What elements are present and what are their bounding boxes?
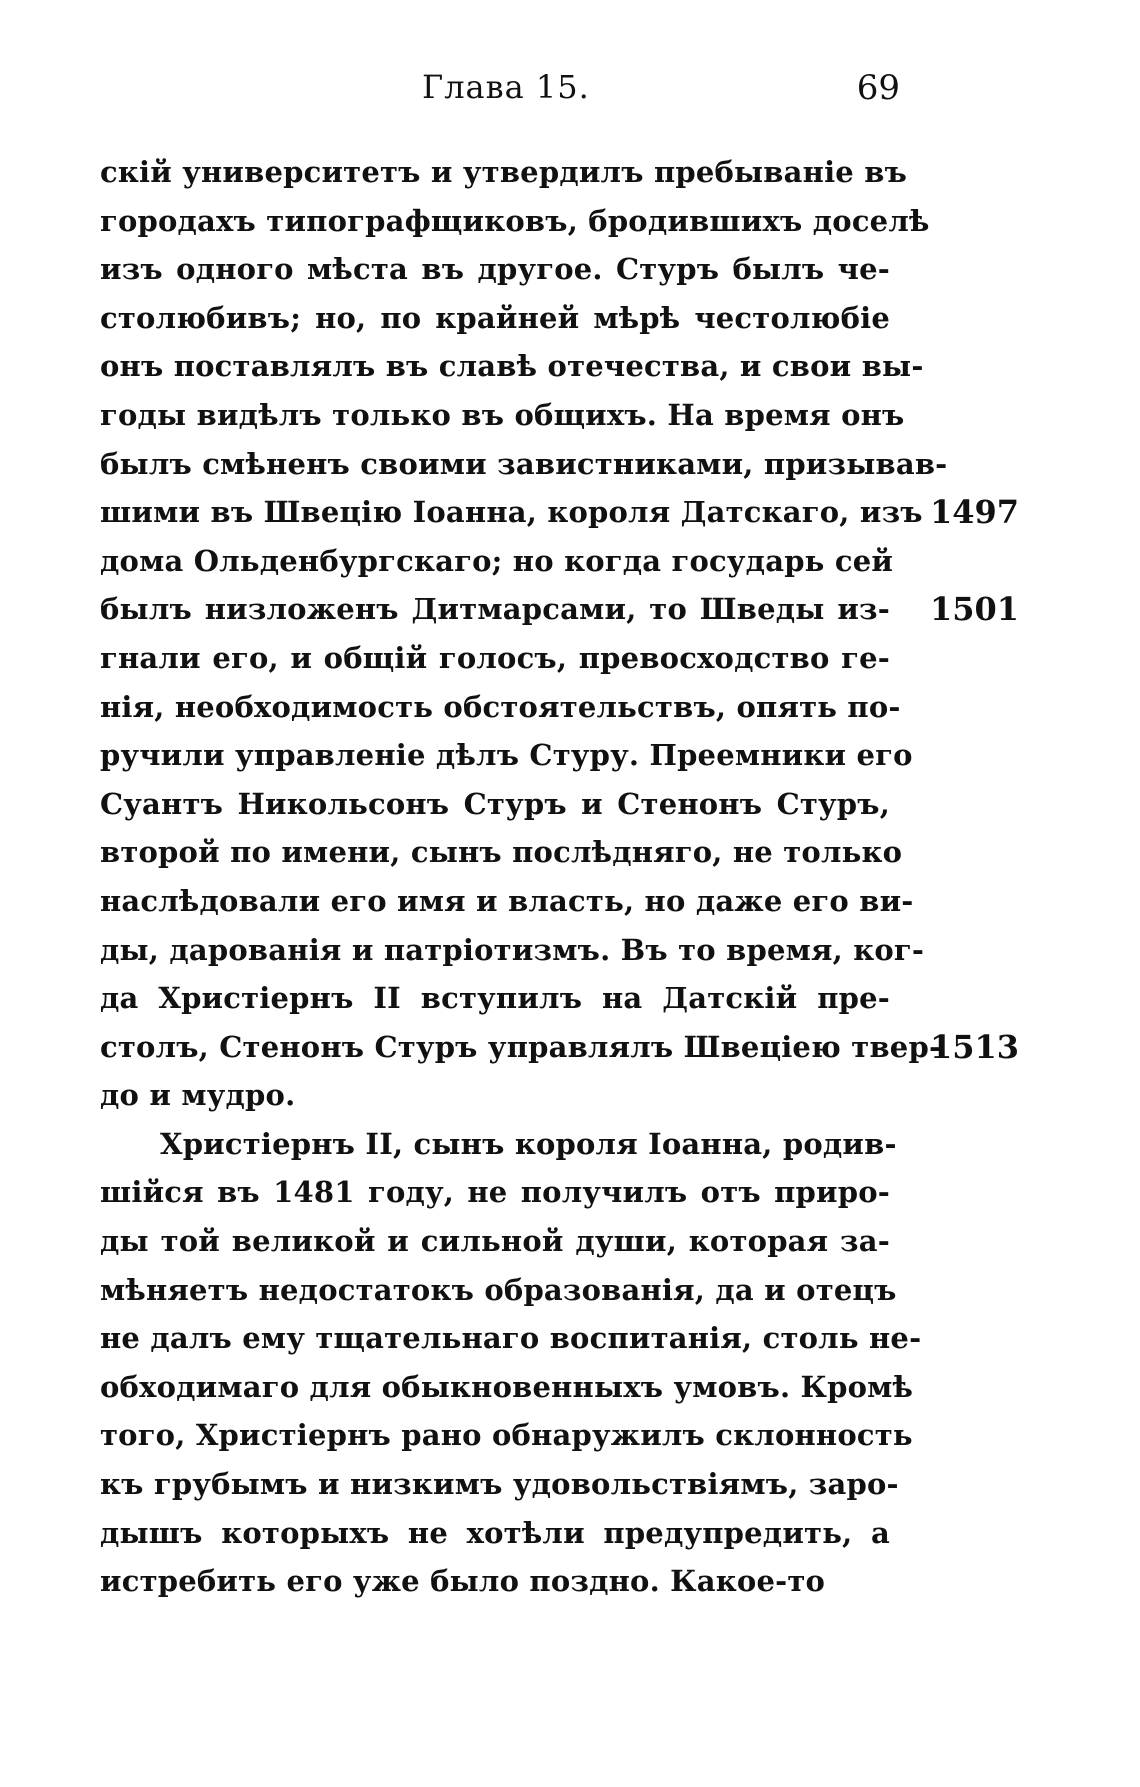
text-line: былъ низложенъ Дитмарсами, то Шведы из- xyxy=(100,592,890,627)
text-line: столюбивъ; но, по крайней мѣрѣ честолюбіе xyxy=(100,300,890,335)
text-line: къ грубымъ и низкимъ удовольствіямъ, заро- xyxy=(100,1467,899,1502)
text-line: мѣняетъ недостатокъ образованія, да и отецъ xyxy=(100,1272,897,1307)
text-line: обходимаго для обыкновенныхъ умовъ. Кромѣ xyxy=(100,1369,914,1404)
page-number: 69 xyxy=(856,68,900,108)
text-line: нія, необходимость обстоятельствъ, опять по- xyxy=(100,689,901,724)
text-line: столъ, Стенонъ Стуръ управлялъ Швеціею твер- xyxy=(100,1029,942,1064)
text-line: не далъ ему тщательнаго воспитанія, столь не- xyxy=(100,1321,922,1356)
text-line: Суантъ Никольсонъ Стуръ и Стенонъ Стуръ, xyxy=(100,786,890,821)
text-line: наслѣдовали его имя и власть, но даже его ви- xyxy=(100,883,914,918)
running-header xyxy=(100,68,900,108)
chapter-title: Глава 15. xyxy=(422,68,590,106)
text-line: да Христіернъ II вступилъ на Датскій пре- xyxy=(100,981,890,1016)
text-line: шими въ Швецію Іоанна, короля Датскаго, изъ xyxy=(100,495,923,530)
text-line: дома Ольденбургскаго; но когда государь сей xyxy=(100,543,894,578)
text-line: былъ смѣненъ своими завистниками, призывав- xyxy=(100,446,948,481)
margin-year: 1501 xyxy=(930,590,1020,628)
text-line: второй по имени, сынъ послѣдняго, не только xyxy=(100,835,903,870)
body-text xyxy=(100,148,948,1606)
text-line: дышъ которыхъ не хотѣли предупредить, а xyxy=(100,1515,890,1550)
text-line: изъ одного мѣста въ другое. Стуръ былъ че- xyxy=(100,252,890,287)
text-line: онъ поставлялъ въ славѣ отечества, и свои вы- xyxy=(100,349,924,384)
text-line: того, Христіернъ рано обнаружилъ склонность xyxy=(100,1418,913,1453)
text-line: ды той великой и сильной души, которая за- xyxy=(100,1224,890,1259)
text-line: ручили управленіе дѣлъ Стуру. Преемники его xyxy=(100,738,913,773)
text-line: городахъ типографщиковъ, бродившихъ доселѣ xyxy=(100,203,930,238)
text-line: истребить его уже было поздно. Какое-то xyxy=(100,1564,826,1599)
text-line: ды, дарованія и патріотизмъ. Въ то время, ког- xyxy=(100,932,925,967)
text-line: шійся въ 1481 году, не получилъ отъ приро- xyxy=(100,1175,890,1210)
text-line: годы видѣлъ только въ общихъ. На время онъ xyxy=(100,397,905,432)
text-line: скій университетъ и утвердилъ пребываніе въ xyxy=(100,155,908,189)
text-line: гнали его, и общій голосъ, превосходство ге- xyxy=(100,640,890,675)
text-line: до и мудро. xyxy=(100,1078,296,1113)
margin-year: 1513 xyxy=(930,1028,1020,1066)
text-line: Христіернъ II, сынъ короля Іоанна, родив- xyxy=(160,1126,897,1161)
margin-year: 1497 xyxy=(930,493,1020,531)
